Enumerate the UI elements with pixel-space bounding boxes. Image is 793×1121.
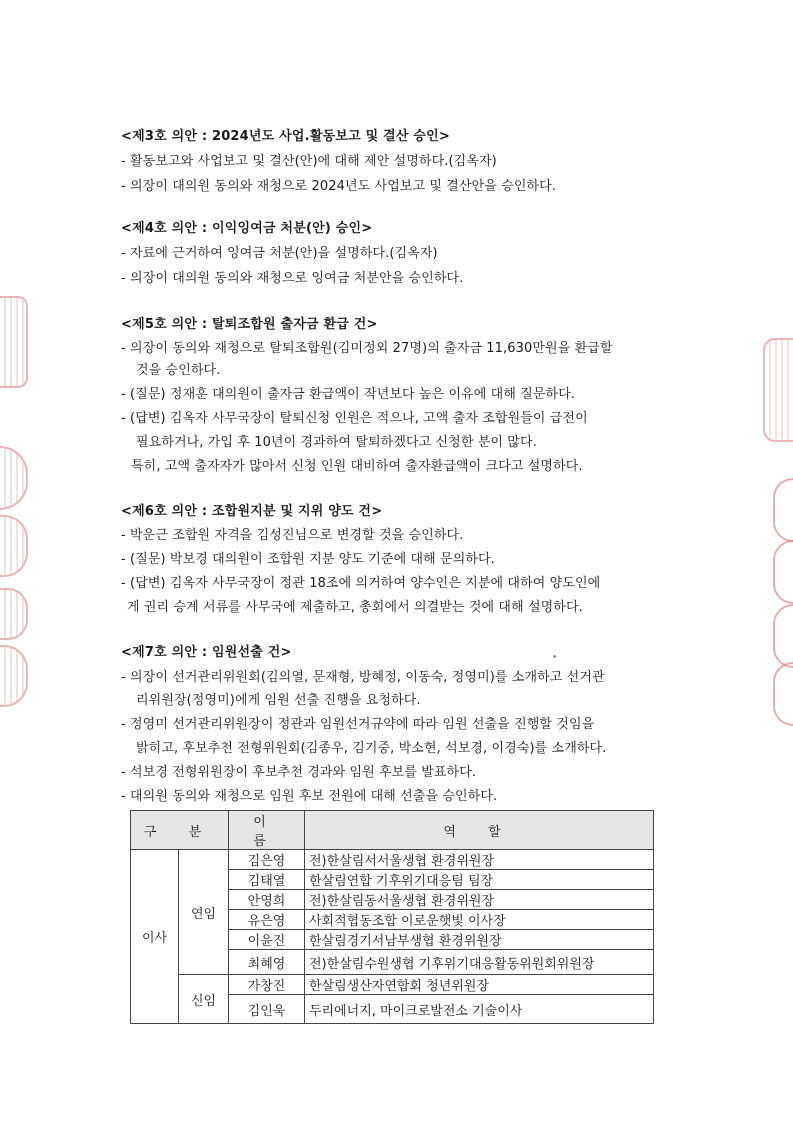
seal-stamp (0, 515, 28, 577)
role-cell: 전)한살림서서울생협 환경위원장 (305, 850, 654, 870)
section-title: <제5호 의안 : 탈퇴조합원 출자금 환급 건> (121, 317, 378, 332)
section-title: <제3호 의안 : 2024년도 사업.활동보고 및 결산 승인> (121, 129, 450, 144)
seal-stamp (0, 588, 28, 640)
body-line: - (질문) 박보경 대의원이 조합원 지분 양도 기준에 대해 문의하다. (121, 552, 495, 567)
body-line: - 활동보고와 사업보고 및 결산(안)에 대해 제안 설명하다.(김옥자) (121, 154, 497, 169)
role-cell: 사회적협동조합 이로운햇빛 이사장 (305, 910, 654, 930)
officers-table (130, 810, 654, 1024)
body-line: - (질문) 정재훈 대의원이 출자금 환급액이 작년보다 높은 이유에 대해 질문하다. (121, 387, 576, 402)
role-cell: 한살림생산자연합회 청년위원장 (305, 975, 654, 995)
body-line: - 의장이 대의원 동의와 재청으로 2024년도 사업보고 및 결산안을 승인하다. (121, 179, 557, 194)
category-cell: 이사 (131, 850, 179, 1024)
header-name: 이 름 (229, 811, 305, 850)
body-line: - (답변) 김옥자 사무국장이 탈퇴신청 인원은 적으나, 고액 출자 조합원들이 급전이 (121, 411, 588, 426)
role-cell: 한살림연합 기후위기대응팀 팀장 (305, 870, 654, 890)
body-line: 리위원장(정영미)에게 임원 선출 진행을 요청하다. (136, 693, 421, 708)
role-cell: 전)한살림수원생협 기후위기대응활동위원회위원장 (305, 950, 654, 975)
header-category: 구 분 (131, 811, 229, 850)
table-header-row (131, 811, 654, 850)
name-cell: 가창진 (229, 975, 305, 995)
seal-stamp (773, 604, 793, 668)
seal-stamp (0, 645, 28, 707)
name-cell: 안영희 (229, 890, 305, 910)
section-title: <제7호 의안 : 임원선출 건> (121, 645, 292, 660)
table-row (131, 850, 654, 870)
body-line: - 의장이 선거관리위원회(김의열, 문재형, 방혜정, 이동숙, 정영미)를 소개하고 선거관 (121, 670, 605, 685)
section-title: <제4호 의안 : 이익잉여금 처분(안) 승인> (121, 221, 373, 236)
body-line: - (답변) 김옥자 사무국장이 정관 18조에 의거하여 양수인은 지분에 대하여 양도인에 (121, 576, 601, 591)
body-line: 필요하거나, 가입 후 10년이 경과하여 탈퇴하겠다고 신청한 분이 많다. (136, 435, 537, 450)
role-cell: 한살림경기서남부생협 환경위원장 (305, 930, 654, 950)
seal-stamp (0, 446, 28, 510)
group-cell: 연임 (179, 850, 229, 975)
name-cell: 김인욱 (229, 995, 305, 1024)
body-line: - 석보경 전형위원장이 후보추천 경과와 임원 후보를 발표하다. (121, 765, 477, 780)
speck (553, 655, 556, 658)
name-cell: 최혜영 (229, 950, 305, 975)
table-row (131, 975, 654, 995)
body-line: - 정영미 선거관리위원장이 정관과 임원선거규약에 따라 임원 선출을 진행할 것임을 (121, 717, 595, 732)
name-cell: 이윤진 (229, 930, 305, 950)
seal-stamp (773, 478, 793, 542)
body-line: 특히, 고액 출자자가 많아서 신청 인원 대비하여 출자환급액이 크다고 설명하다. (131, 459, 583, 474)
body-line: - 의장이 동의와 재청으로 탈퇴조합원(김미정외 27명)의 출자금 11,630만원을 환급할 (121, 341, 613, 356)
body-line: - 박운근 조합원 자격을 김성진님으로 변경할 것을 승인하다. (121, 528, 464, 543)
group-cell: 신임 (179, 975, 229, 1024)
section-title: <제6호 의안 : 조합원지분 및 지위 양도 건> (121, 504, 383, 519)
body-line: 게 권리 승계 서류를 사무국에 제출하고, 총회에서 의결받는 것에 대해 설명하다. (127, 600, 583, 615)
role-cell: 두리에너지, 마이크로발전소 기술이사 (305, 995, 654, 1024)
header-role: 역 할 (305, 811, 654, 850)
body-line: - 대의원 동의와 재청으로 임원 후보 전원에 대해 선출을 승인하다. (121, 789, 498, 804)
body-line: - 의장이 대의원 동의와 재청으로 잉여금 처분안을 승인하다. (121, 271, 464, 286)
role-cell: 전)한살림동서울생협 환경위원장 (305, 890, 654, 910)
name-cell: 김은영 (229, 850, 305, 870)
seal-stamp (763, 338, 793, 442)
body-line: 것을 승인하다. (136, 363, 221, 378)
body-line: - 자료에 근거하여 잉여금 처분(안)을 설명하다.(김옥자) (121, 246, 438, 261)
name-cell: 유은영 (229, 910, 305, 930)
name-cell: 김태열 (229, 870, 305, 890)
seal-stamp (773, 662, 793, 726)
seal-stamp (0, 296, 28, 388)
body-line: 밝히고, 후보추천 전형위원회(김종우, 김기중, 박소현, 석보경, 이경숙)를 소개하다. (136, 741, 607, 756)
seal-stamp (773, 540, 793, 604)
